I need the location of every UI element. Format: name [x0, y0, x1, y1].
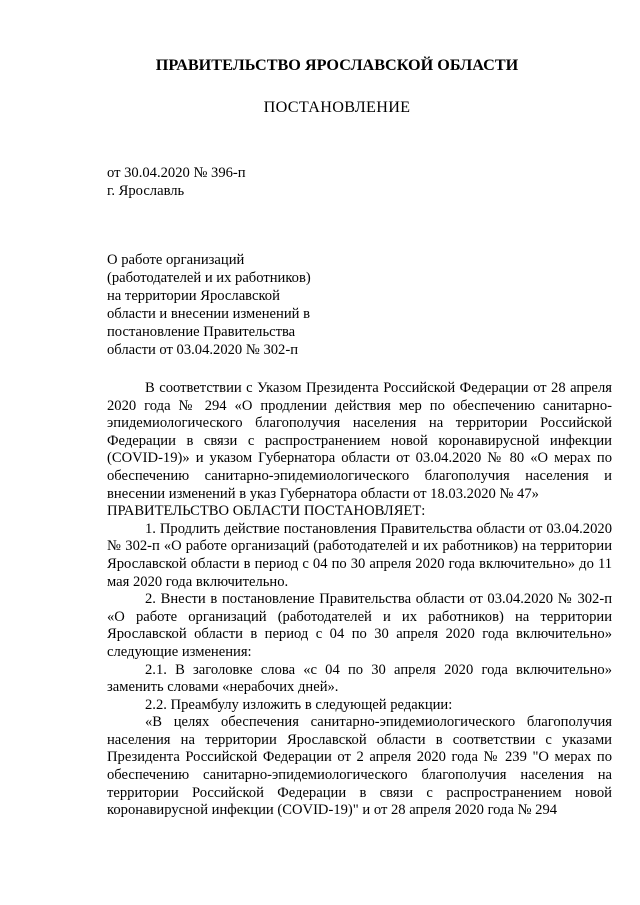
resolves-heading: ПРАВИТЕЛЬСТВО ОБЛАСТИ ПОСТАНОВЛЯЕТ: [107, 503, 426, 520]
subject-line: (работодателей и их работников) [107, 270, 311, 286]
city: г. Ярославль [107, 183, 185, 199]
document-body [107, 380, 612, 820]
subject-line: области и внесении изменений в [107, 306, 310, 322]
document-subject [107, 251, 367, 359]
subject-line: О работе организаций [107, 252, 245, 268]
organization-title: ПРАВИТЕЛЬСТВО ЯРОСЛАВСКОЙ ОБЛАСТИ [155, 56, 519, 74]
document-meta [107, 164, 246, 200]
item-2-1-paragraph: 2.1. В заголовке слова «с 04 по 30 апреля 2020 года включительно» заменить словами «нерабочих дней». [107, 661, 612, 696]
subject-line: области от 03.04.2020 № 302-п [107, 342, 299, 358]
document-type: ПОСТАНОВЛЕНИЕ [263, 98, 411, 116]
item-1-paragraph: 1. Продлить действие постановления Правительства области от 03.04.2020 № 302-п «О работе организаций (работодателей и их работников) на территории Ярославской области в период с 04 по 30 апреля 2020 года включительно» до 11 мая 2020 года включительно. [107, 520, 612, 590]
item-2-2-paragraph: 2.2. Преамбулу изложить в следующей редакции: [145, 696, 453, 713]
date-number: от 30.04.2020 № 396-п [107, 165, 246, 181]
quote-paragraph: «В целях обеспечения санитарно-эпидемиологического благополучия населения на территории Ярославской области в соответствии с указами Президента Российской Федерации от 2 апреля 2020 года № 239 "О мерах по обеспечению санитарно-эпидемиологического благополучия населения на территории Российской Федерации в связи с распространением новой коронавирусной инфекции (COVID-19)" и от 28 апреля 2020 года № 294 [107, 714, 612, 819]
subject-line: постановление Правительства [107, 324, 296, 340]
preamble-paragraph: В соответствии с Указом Президента Российской Федерации от 28 апреля 2020 года № 294 «О продлении действия мер по обеспечению санитарно-эпидемиологического благополучия населения на территории Российской Федерации в связи с распространением новой коронавирусной инфекции (COVID-19)» и указом Губернатора области от 03.04.2020 № 80 «О мерах по обеспечению санитарно-эпидемиологического благополучия населения и внесении изменений в указ Губернатора области от 18.03.2020 № 47» [107, 380, 612, 502]
subject-line: на территории Ярославской [107, 288, 280, 304]
item-2-paragraph: 2. Внести в постановление Правительства области от 03.04.2020 № 302-п «О работе организаций (работодателей и их работников) на территории Ярославской области в период с 04 по 30 апреля 2020 года включительно» следующие изменения: [107, 591, 612, 660]
